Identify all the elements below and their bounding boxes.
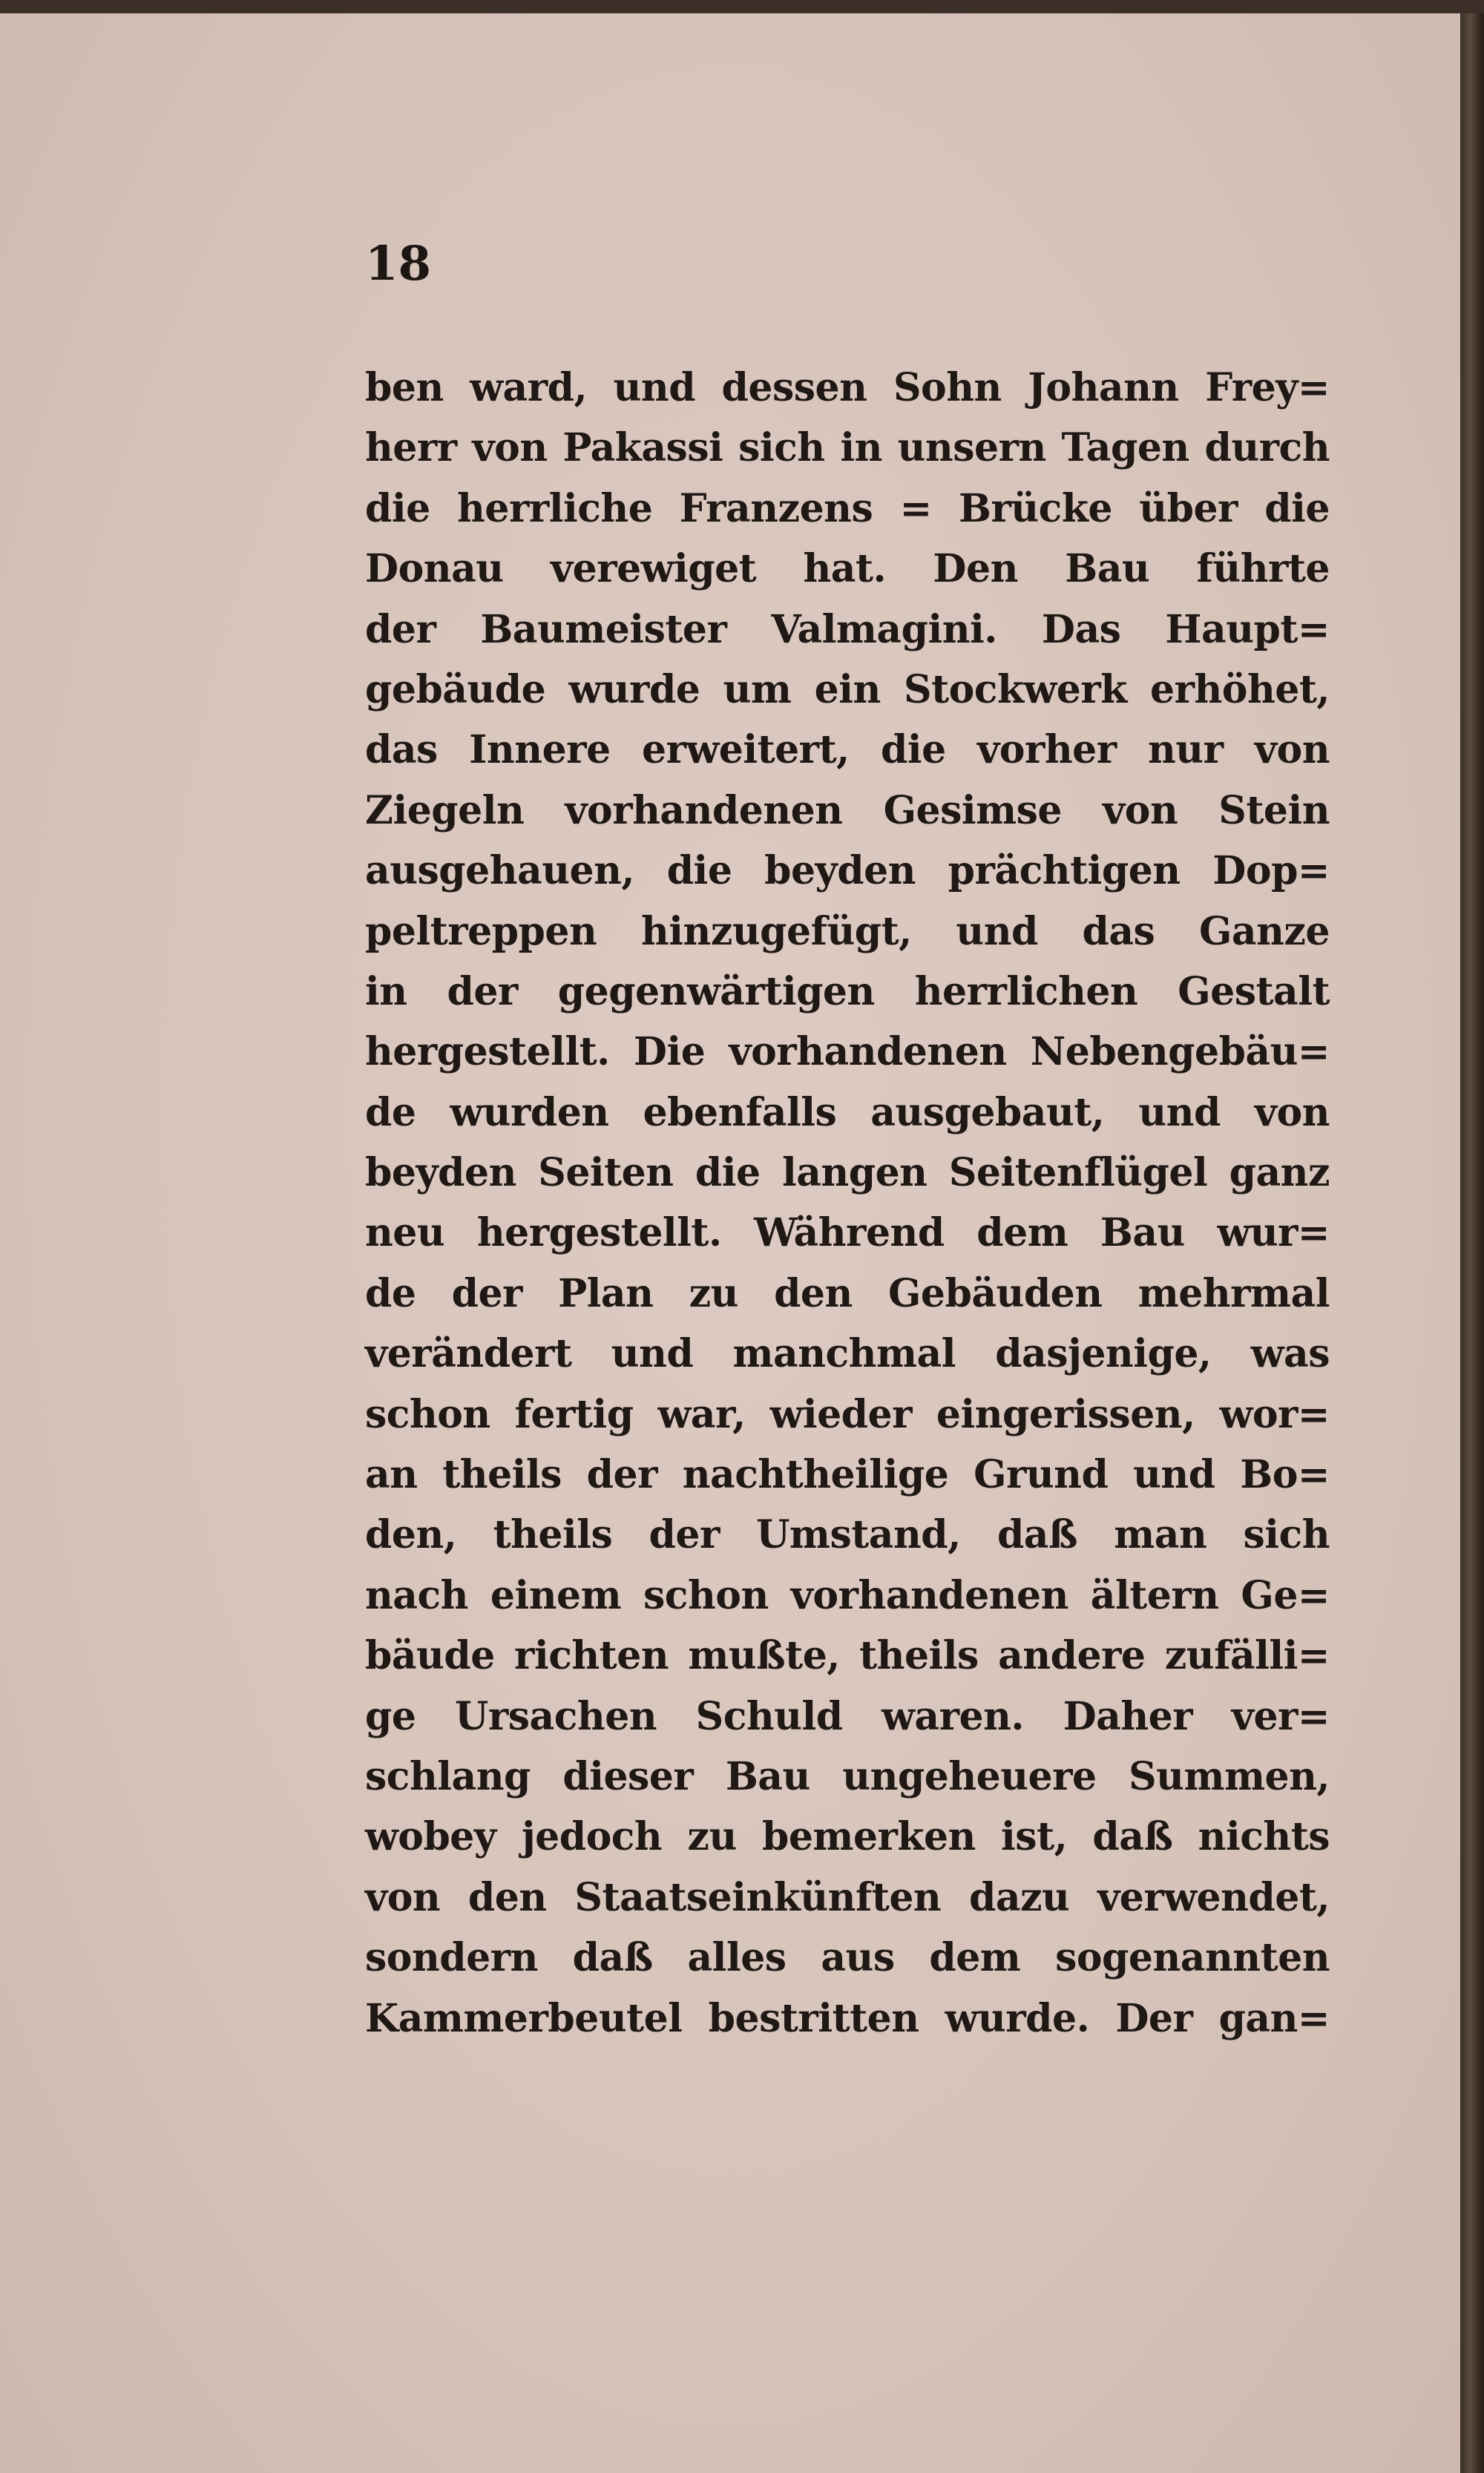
text-line: nach einem schon vorhandenen ältern Ge= — [365, 1572, 1330, 1618]
text-line: Donau verewiget hat. Den Bau führte — [365, 546, 1330, 592]
text-line: die herrliche Franzens = Brücke über die — [365, 485, 1330, 531]
text-line: gebäude wurde um ein Stockwerk erhöhet, — [365, 666, 1330, 712]
text-line: bäude richten mußte, theils andere zufälli= — [365, 1633, 1330, 1679]
text-line: den, theils der Umstand, daß man sich — [365, 1512, 1330, 1558]
page-number: 18 — [365, 236, 432, 292]
text-line: Ziegeln vorhandenen Gesimse von Stein — [365, 787, 1330, 833]
text-line: an theils der nachtheilige Grund und Bo= — [365, 1452, 1330, 1498]
text-line: schlang dieser Bau ungeheuere Summen, — [365, 1753, 1330, 1799]
text-line: hergestellt. Die vorhandenen Nebengebäu= — [365, 1029, 1330, 1075]
text-line: von den Staatseinkünften dazu verwendet, — [365, 1874, 1330, 1920]
text-line: in der gegenwärtigen herrlichen Gestalt — [365, 968, 1330, 1014]
text-line: de wurden ebenfalls ausgebaut, und von — [365, 1089, 1330, 1135]
page-top-edge — [0, 0, 1484, 13]
text-line: de der Plan zu den Gebäuden mehrmal — [365, 1270, 1330, 1316]
text-line: beyden Seiten die langen Seitenflügel ganz — [365, 1150, 1330, 1196]
text-line: ausgehauen, die beyden prächtigen Dop= — [365, 848, 1330, 894]
page-right-edge — [1460, 13, 1481, 2473]
text-line: wobey jedoch zu bemerken ist, daß nichts — [365, 1814, 1330, 1860]
text-line: verändert und manchmal dasjenige, was — [365, 1331, 1330, 1377]
text-line: schon fertig war, wieder eingerissen, wor= — [365, 1391, 1330, 1437]
text-line: Kammerbeutel bestritten wurde. Der gan= — [365, 1995, 1330, 2041]
text-line: das Innere erweitert, die vorher nur von — [365, 727, 1330, 773]
body-text — [365, 358, 1330, 2049]
text-line: ge Ursachen Schuld waren. Daher ver= — [365, 1693, 1330, 1739]
text-line: der Baumeister Valmagini. Das Haupt= — [365, 606, 1330, 652]
text-line: herr von Pakassi sich in unsern Tagen durch — [365, 425, 1330, 471]
text-line: peltreppen hinzugefügt, und das Ganze — [365, 908, 1330, 954]
text-line: neu hergestellt. Während dem Bau wur= — [365, 1210, 1330, 1256]
text-line: sondern daß alles aus dem sogenannten — [365, 1935, 1330, 1981]
text-line: ben ward, und dessen Sohn Johann Frey= — [365, 365, 1330, 410]
